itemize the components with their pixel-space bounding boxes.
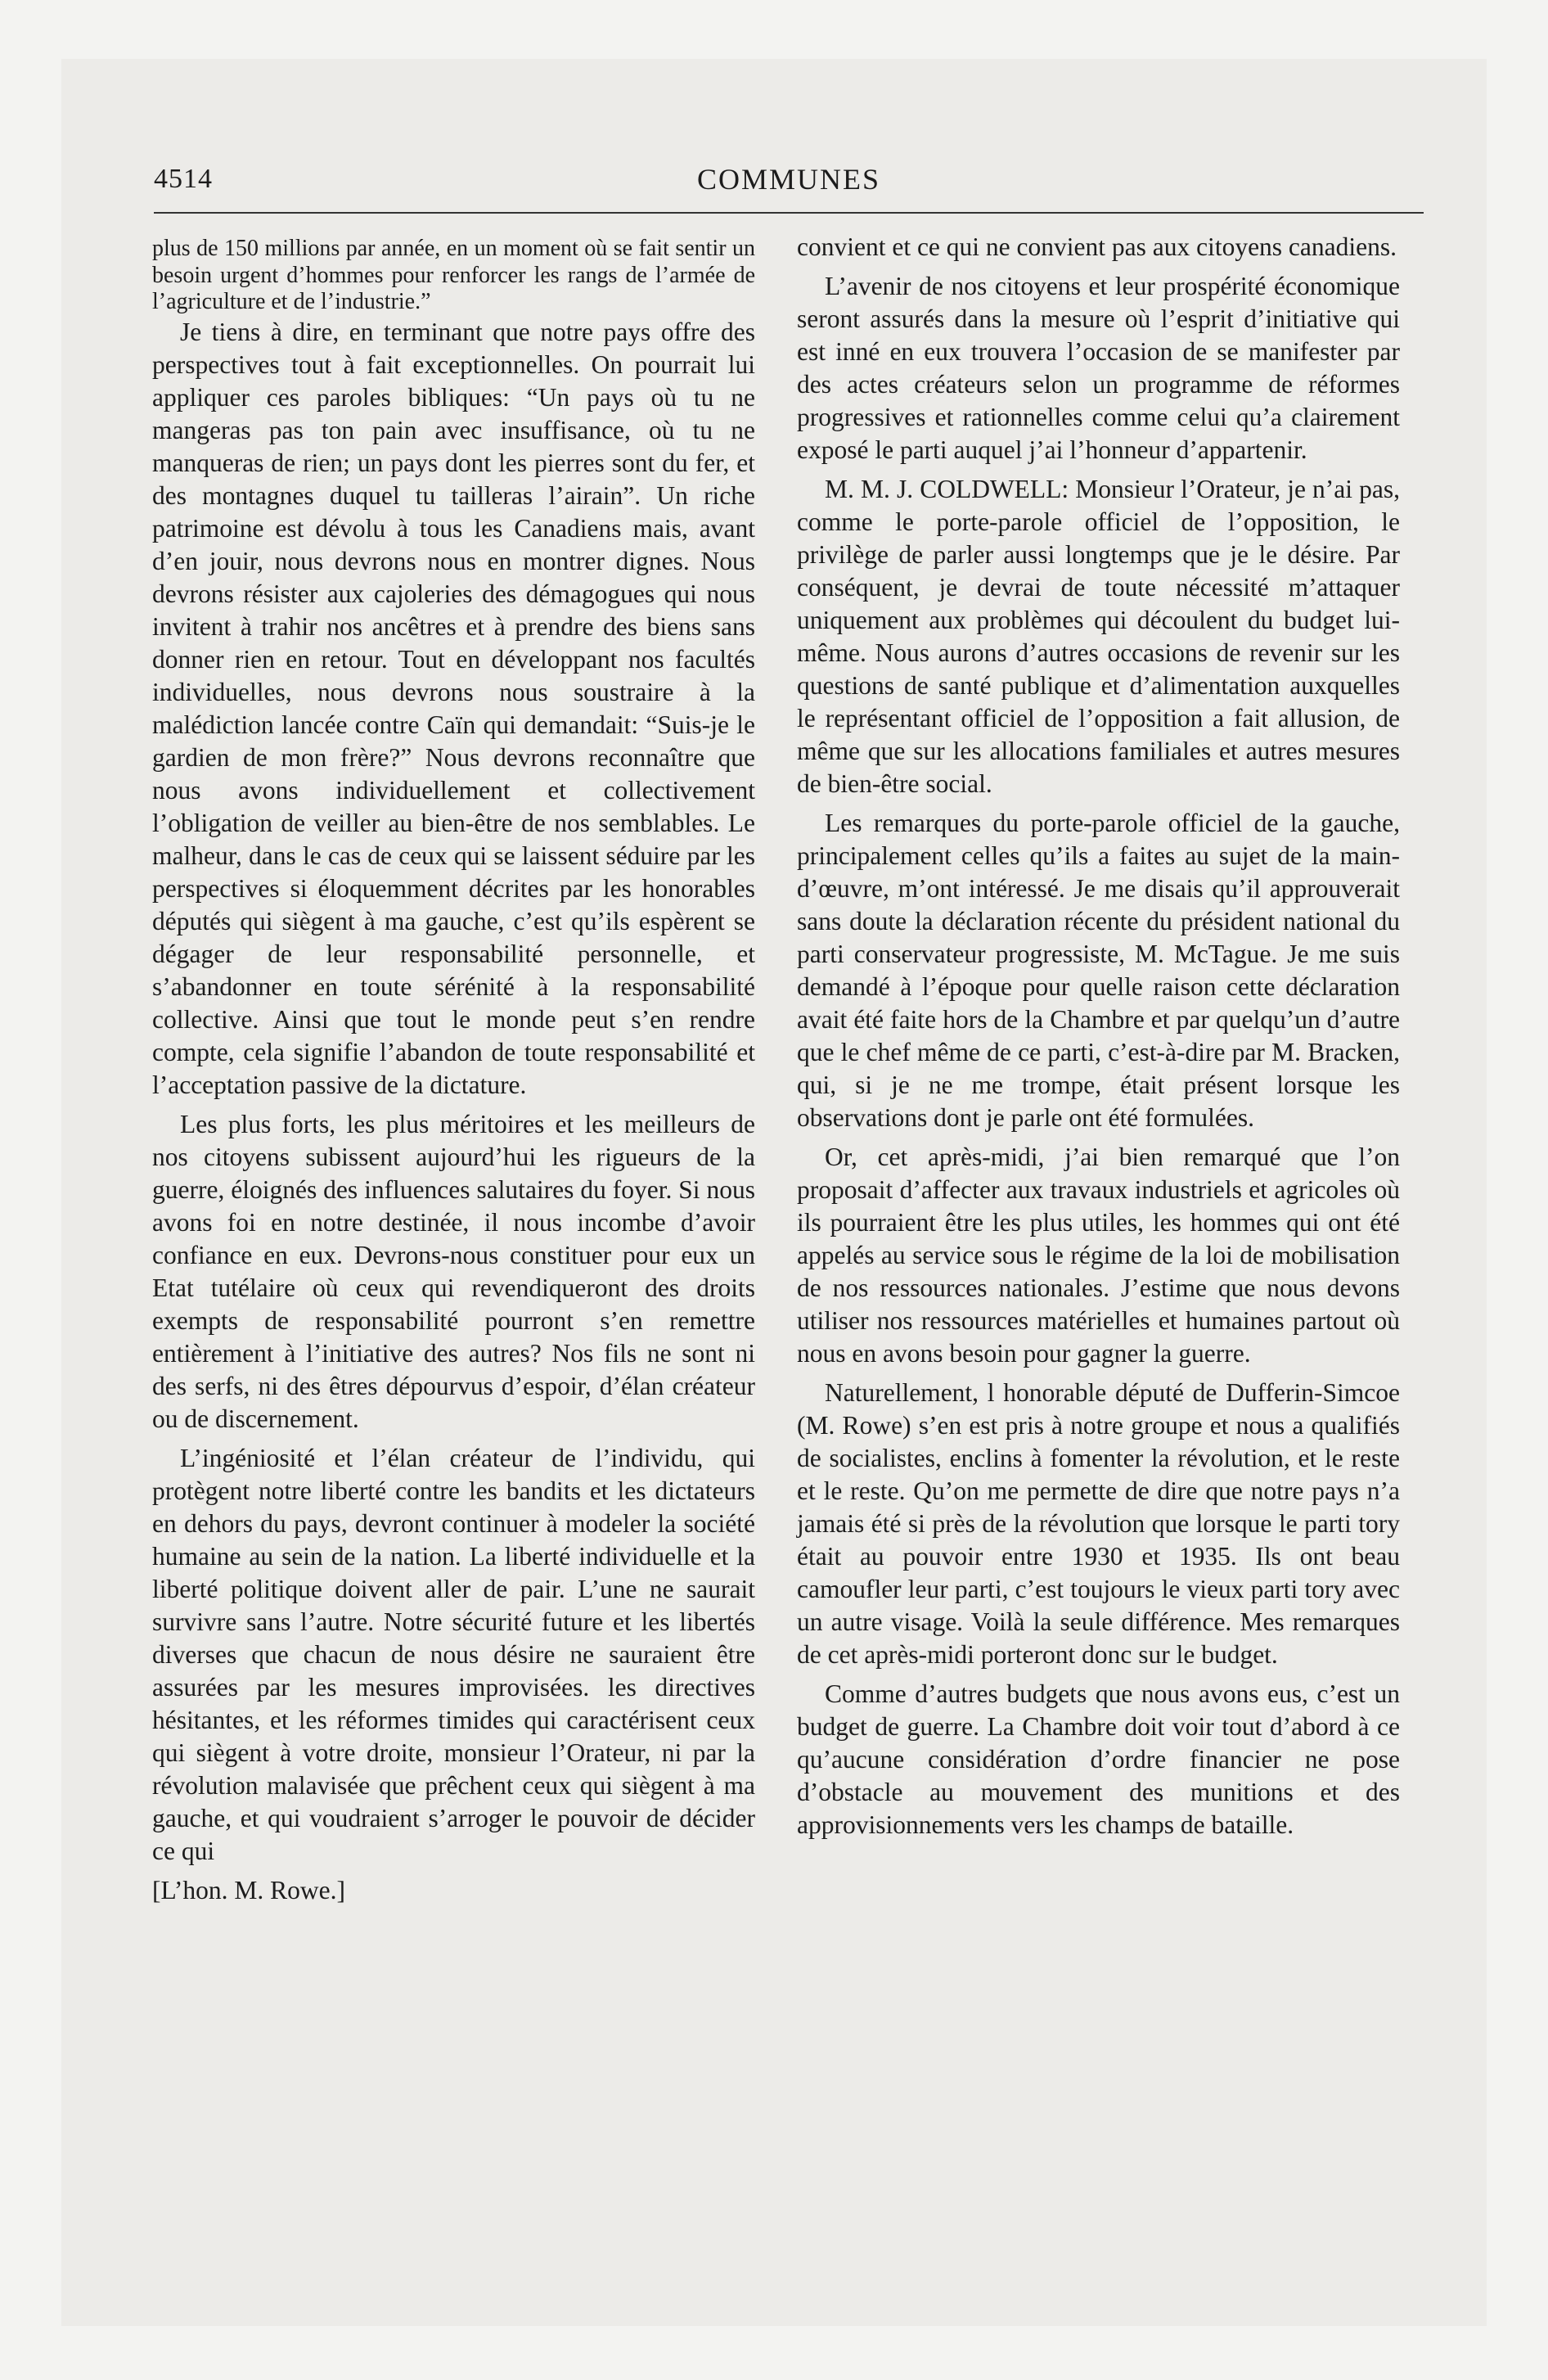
paragraph: convient et ce qui ne convient pas aux citoyens canadiens. <box>797 232 1397 261</box>
paragraph: Je tiens à dire, en terminant que notre pays offre des perspectives tout à fait exceptionnelles. On pourrait lui appliquer ces paroles bibliques: “Un pays où tu ne mangeras pas ton pain avec insuffisance, où tu ne manqueras de rien; un pays dont les pierres sont du fer, et des montagnes duquel tu tailleras l’airain”. Un riche patrimoine est dévolu à tous les Canadiens mais, avant d’en jouir, nous devrons nous en montrer dignes. Nous devrons résister aux cajoleries des démagogues qui nous invitent à trahir nos ancêtres et à prendre des biens sans donner rien en retour. Tout en développant nos facultés individuelles, nous devrons nous soustraire à la malédiction lancée contre Caïn qui demandait: “Suis-je le gardien de mon frère?” Nous devrons reconnaître que nous avons individuellement et collectivement l’obligation de veiller au bien-être de nos semblables. Le malheur, dans le cas de ceux qui se laissent séduire par les perspectives si éloquemment décrites par les honorables députés qui siègent à ma gauche, c’est qu’ils espèrent se dégager de leur responsabilité personnelle, et s’abandonner en toute sérénité à la responsabilité collective. Ainsi que tout le monde peut s’en rendre compte, cela signifie l’abandon de toute responsabilité et l’acceptation passive de la dictature. <box>152 317 755 1099</box>
right-column <box>797 231 1400 1848</box>
paragraph: Naturellement, l honorable député de Dufferin-Simcoe (M. Rowe) s’en est pris à notre groupe et nous a qualifiés de socialistes, enclins à fomenter la révolution, et le reste et le reste. Qu’on me permette de dire que notre pays n’a jamais été si près de la révolution que lorsque le parti tory était au pouvoir entre 1930 et 1935. Ils ont beau camoufler leur parti, c’est toujours le vieux parti tory avec un autre visage. Voilà la seule différence. Mes remarques de cet après-midi porteront donc sur le budget. <box>797 1378 1400 1669</box>
page-number: 4514 <box>154 164 213 194</box>
paragraph: L’ingéniosité et l’élan créateur de l’individu, qui protègent notre liberté contre les bandits et les dictateurs en dehors du pays, devront continuer à modeler la société humaine au sein de la nation. La liberté individuelle et la liberté politique doivent aller de pair. L’une ne saurait survivre sans l’autre. Notre sécurité future et les libertés diverses que chacun de nous désire ne sauraient être assurées par les mesures improvisées. les directives hésitantes, et les réformes timides qui caractérisent ceux qui siègent à votre droite, monsieur l’Orateur, ni par la révolution malavisée que prêchent ceux qui siègent à ma gauche, et qui voudraient s’arroger le pouvoir de décider ce qui <box>152 1443 755 1865</box>
speaker-bracket: [L’hon. M. Rowe.] <box>152 1875 345 1904</box>
header-rule <box>154 212 1424 214</box>
paragraph: Comme d’autres budgets que nous avons eus, c’est un budget de guerre. La Chambre doit voir tout d’abord à ce qu’aucune considération d’ordre financier ne pose d’obstacle au mouvement des munitions et des approvisionnements vers les champs de bataille. <box>797 1679 1400 1839</box>
paragraph: Les remarques du porte-parole officiel de la gauche, principalement celles qu’ils a faites au sujet de la main-d’œuvre, m’ont intéressé. Je me disais qu’il approuverait sans doute la déclaration récente du président national du parti conservateur progressiste, M. McTague. Je me suis demandé à l’époque pour quelle raison cette déclaration avait été faite hors de la Chambre et par quelqu’un d’autre que le chef même de ce parti, c’est-à-dire par M. Bracken, qui, si je ne me trompe, était présent lorsque les observations dont je parle ont été formulées. <box>797 809 1400 1132</box>
paragraph: Or, cet après-midi, j’ai bien remarqué que l’on proposait d’affecter aux travaux industriels et agricoles où ils pourraient être les plus utiles, les hommes qui ont été appelés au service sous le régime de la loi de mobilisation de nos ressources nationales. J’estime que nous devons utiliser nos ressources matérielles et humaines partout où nous en avons besoin pour gagner la guerre. <box>797 1143 1400 1368</box>
quoted-passage: plus de 150 millions par année, en un moment où se fait sentir un besoin urgent d’hommes pour renforcer les rangs de l’armée de l’agriculture et de l’industrie.” <box>152 236 755 314</box>
page-header <box>154 157 1424 206</box>
left-column <box>152 231 755 1907</box>
running-title: COMMUNES <box>696 163 881 196</box>
paragraph: Les plus forts, les plus méritoires et les meilleurs de nos citoyens subissent aujourd’hui les rigueurs de la guerre, éloignés des influences salutaires du foyer. Si nous avons foi en notre destinée, il nous incombe d’avoir confiance en eux. Devrons-nous constituer pour eux un Etat tutélaire où ceux qui revendiqueront des droits exempts de responsabilité pourront s’en remettre entièrement à l’initiative des autres? Nos fils ne sont ni des serfs, ni des êtres dépourvus d’espoir, d’élan créateur ou de discernement. <box>152 1109 755 1433</box>
speaker-paragraph: M. M. J. COLDWELL: Monsieur l’Orateur, je n’ai pas, comme le porte-parole officiel de l’opposition, le privilège de parler aussi longtemps que je le désire. Par conséquent, je devrai de toute nécessité m’attaquer uniquement aux problèmes qui découlent du budget lui-même. Nous aurons d’autres occasions de revenir sur les questions de santé publique et d’alimentation auxquelles le représentant officiel de l’opposition a fait allusion, de même que sur les allocations familiales et autres mesures de bien-être social. <box>797 475 1400 798</box>
paragraph: L’avenir de nos citoyens et leur prospérité économique seront assurés dans la mesure où l’esprit d’initiative qui est inné en eux trouvera l’occasion de se manifester par des actes créateurs selon un programme de réformes progressives et rationnelles comme celui qu’a clairement exposé le parti auquel j’ai l’honneur d’appartenir. <box>797 272 1400 464</box>
